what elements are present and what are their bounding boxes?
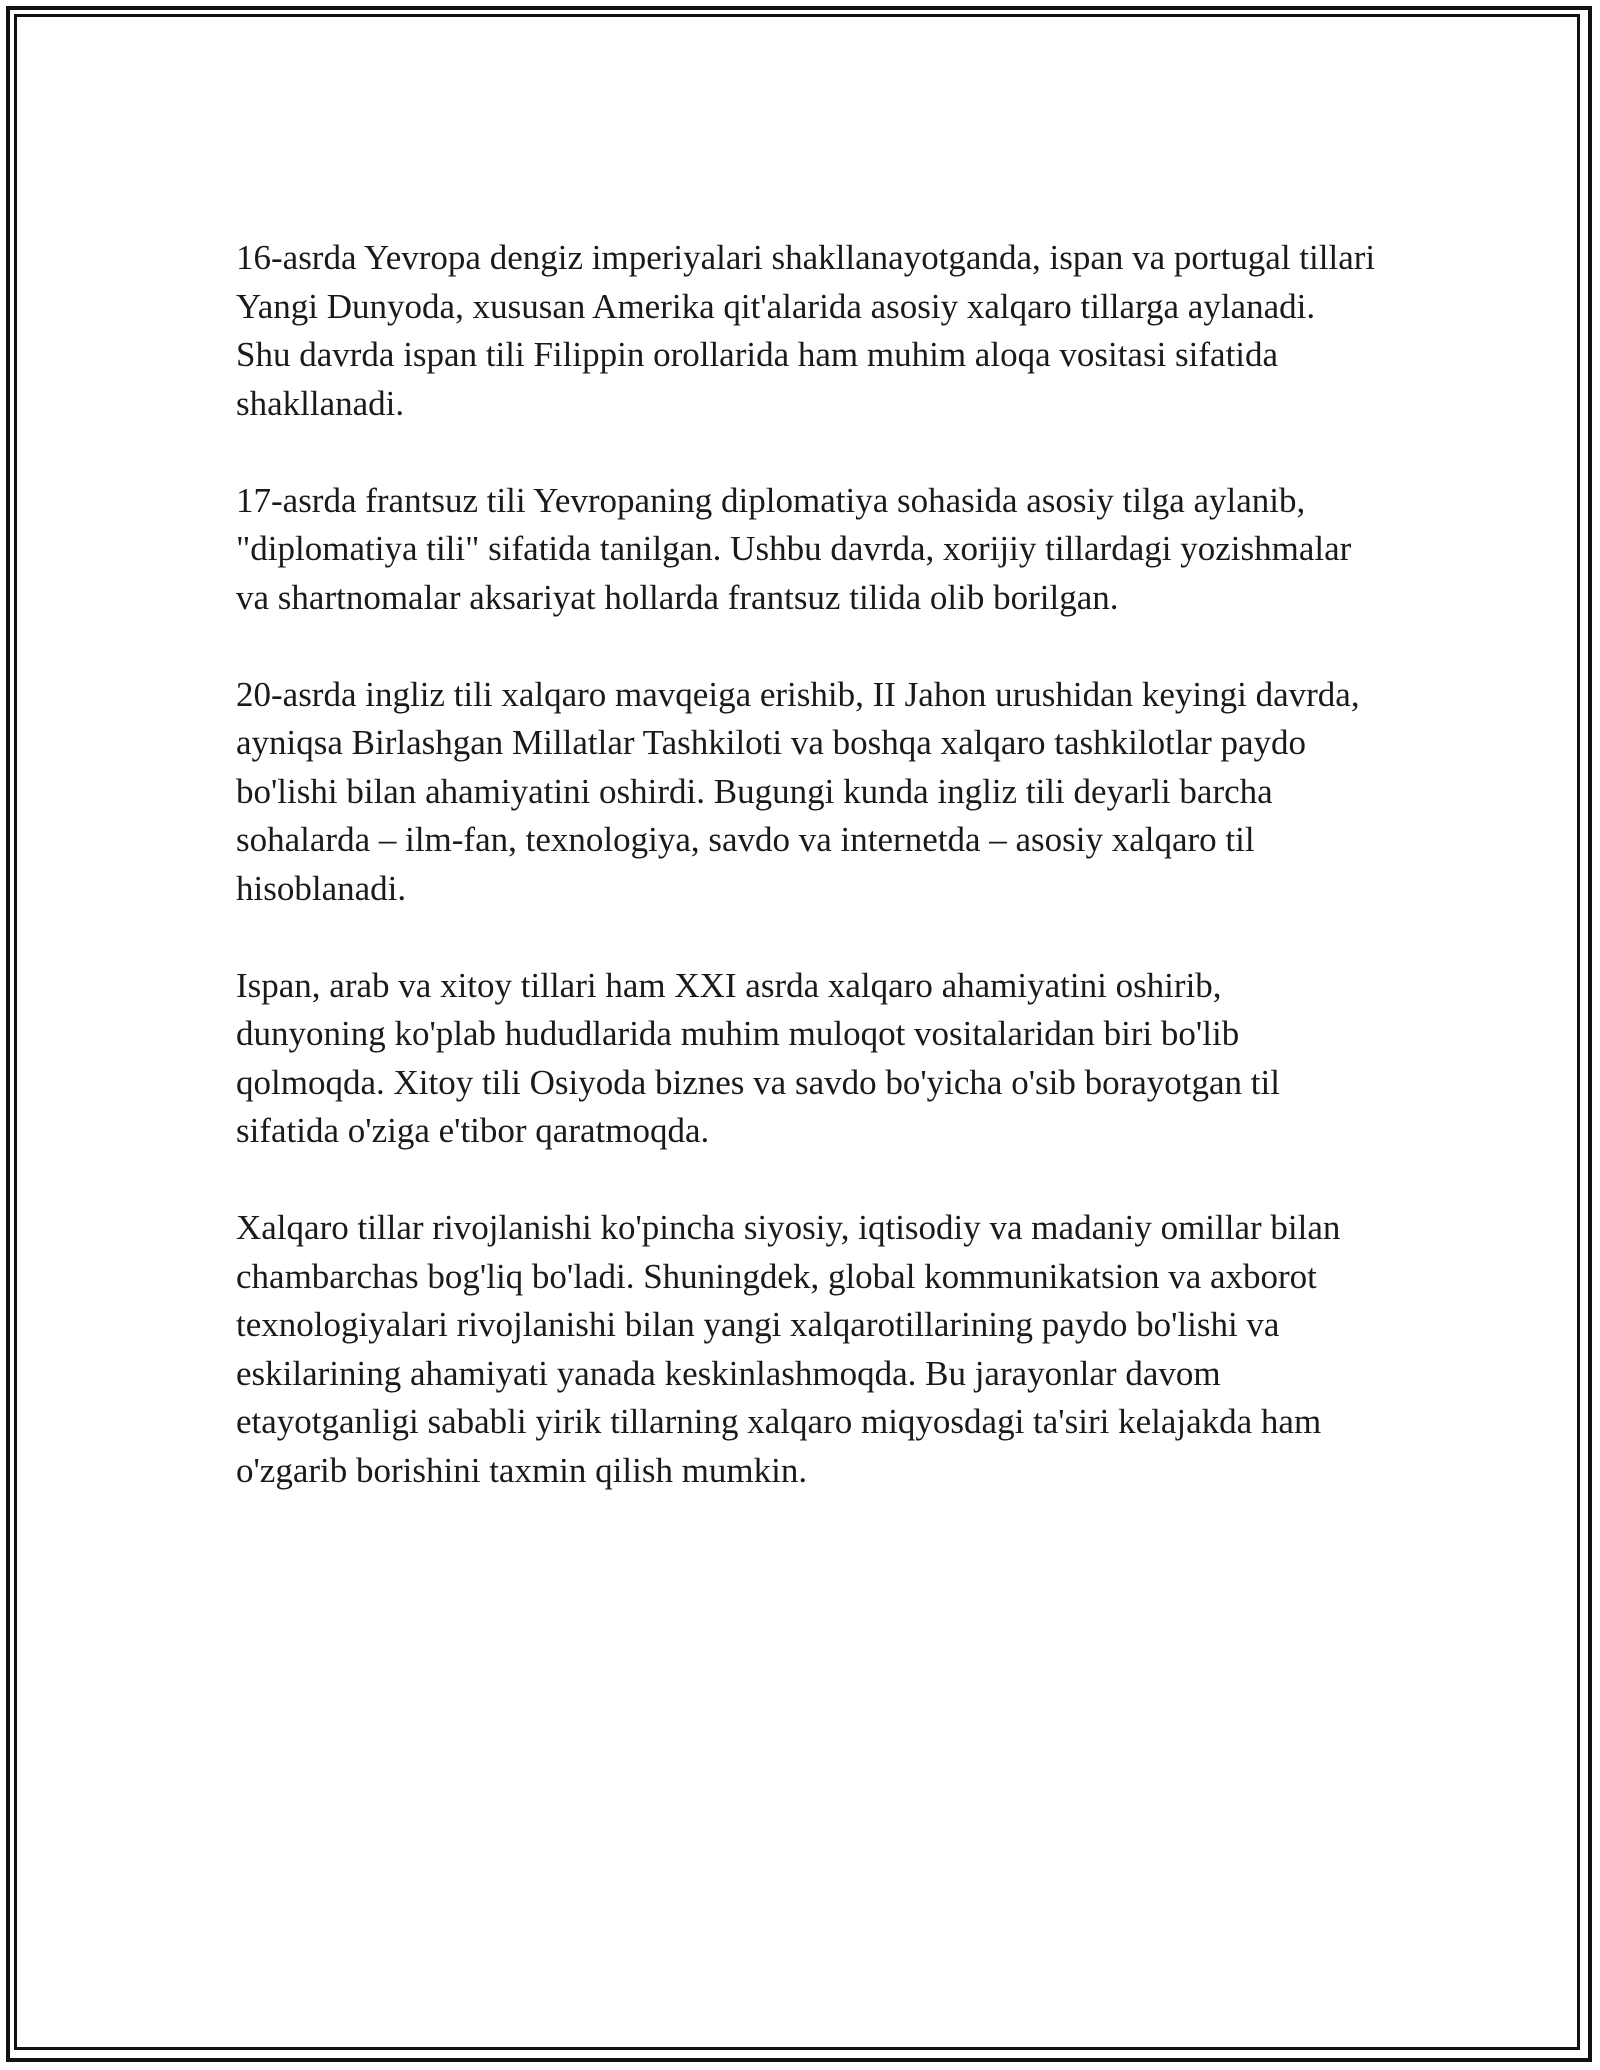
paragraph-conclusion: Xalqaro tillar rivojlanishi ko'pincha siyosiy, iqtisodiy va madaniy omillar bilan chambarchas bog'liq bo'ladi. Shuningdek, global kommunikatsion va axborot texnologiyalari rivojlanishi bilan yangi xalqarotillarining paydo bo'lishi va eskilarining ahamiyati yanada keskinlashmoqda. Bu jarayonlar davom etayotganligi sababli yirik tillarning xalqaro miqyosdagi ta'siri kelajakda ham o'zgarib borishini taxmin qilish mumkin. bbox=[236, 1208, 1341, 1490]
document-body bbox=[236, 234, 1376, 1495]
paragraph-21st-century: Ispan, arab va xitoy tillari ham XXI asrda xalqaro ahamiyatini oshirib, dunyoning ko'plab hududlarida muhim muloqot vositalaridan biri bo'lib qolmoqda. Xitoy tili Osiyoda biznes va savdo bo'yicha o'sib borayotgan til sifatida o'ziga e'tibor qaratmoqda. bbox=[236, 965, 1280, 1150]
paragraph-20th-century: 20-asrda ingliz tili xalqaro mavqeiga erishib, II Jahon urushidan keyingi davrda, ayniqsa Birlashgan Millatlar Tashkiloti va boshqa xalqaro tashkilotlar paydo bo'lishi bilan ahamiyatini oshirdi. Bugungi kunda ingliz tili deyarli barcha sohalarda – ilm-fan, texnologiya, savdo va internetda – asosiy xalqaro til hisoblanadi. bbox=[236, 674, 1360, 908]
paragraph-17th-century: 17-asrda frantsuz tili Yevropaning diplomatiya sohasida asosiy tilga aylanib, "diplomatiya tili" sifatida tanilgan. Ushbu davrda, xorijiy tillardagi yozishmalar va shartnomalar aksariyat hollarda frantsuz tilida olib borilgan. bbox=[236, 480, 1352, 617]
paragraph-16th-century: 16-asrda Yevropa dengiz imperiyalari shakllanayotganda, ispan va portugal tillari Yangi Dunyoda, xususan Amerika qit'alarida asosiy xalqaro tillarga aylanadi. Shu davrda ispan tili Filippin orollarida ham muhim aloqa vositasi sifatida shakllanadi. bbox=[236, 238, 1376, 423]
